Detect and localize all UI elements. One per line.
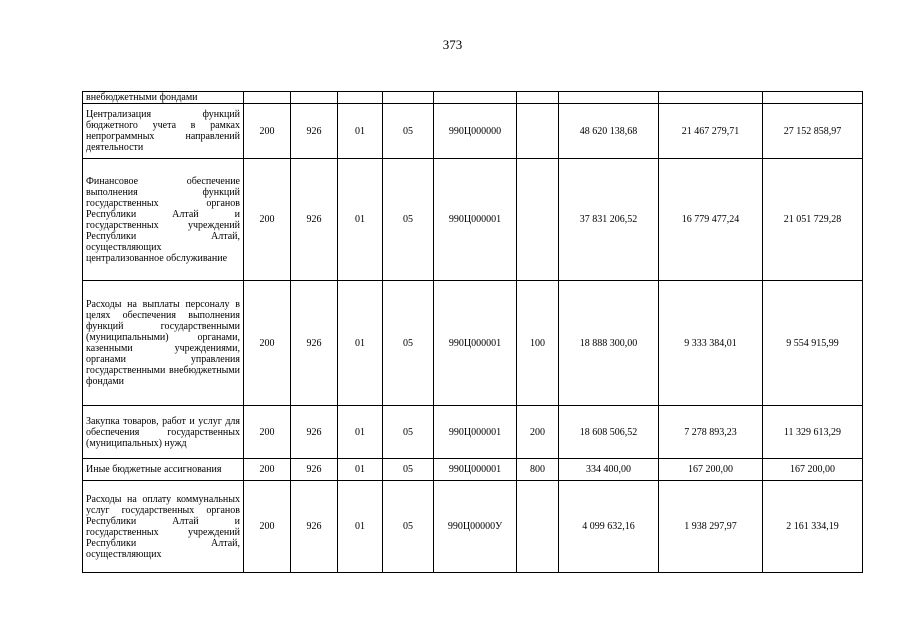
amount-3-cell: 9 554 915,99 — [763, 281, 863, 406]
section-code-cell: 01 — [338, 104, 383, 159]
empty-cell — [244, 92, 291, 104]
admin-code-cell: 200 — [244, 459, 291, 481]
expense-type-cell: 100 — [517, 281, 559, 406]
row-name-cell: Расходы на выплаты персоналу в целях обеспечения выполнения функций государственными (муниципальными) органами, казенными учреждениями, органами управления государственными внебюджетными фондами — [83, 281, 244, 406]
subsection-code-cell: 05 — [383, 481, 434, 573]
row-name-cell: Закупка товаров, работ и услуг для обеспечения государственных (муниципальных) нужд — [83, 406, 244, 459]
section-code-cell: 01 — [338, 159, 383, 281]
table-body — [83, 92, 863, 573]
row-name-cell: Финансовое обеспечение выполнения функций государственных органов Республики Алтай и государственных учреждений Республики Алтай, осуществляющих централизованное обслуживание — [83, 159, 244, 281]
amount-2-cell: 9 333 384,01 — [659, 281, 763, 406]
ministry-code-cell: 926 — [291, 406, 338, 459]
table-row — [83, 481, 863, 573]
section-code-cell: 01 — [338, 459, 383, 481]
amount-2-cell: 7 278 893,23 — [659, 406, 763, 459]
admin-code-cell: 200 — [244, 406, 291, 459]
amount-1-cell: 18 608 506,52 — [559, 406, 659, 459]
amount-1-cell: 4 099 632,16 — [559, 481, 659, 573]
ministry-code-cell: 926 — [291, 159, 338, 281]
subsection-code-cell: 05 — [383, 406, 434, 459]
table-row — [83, 406, 863, 459]
target-article-cell: 990Ц000000 — [434, 104, 517, 159]
empty-cell — [383, 92, 434, 104]
empty-cell — [559, 92, 659, 104]
row-name-cell: Централизация функций бюджетного учета в рамках непрограммных направлений деятельности — [83, 104, 244, 159]
target-article-cell: 990Ц000001 — [434, 281, 517, 406]
table-row — [83, 159, 863, 281]
row-name-cell: внебюджетными фондами — [83, 92, 244, 104]
target-article-cell: 990Ц000001 — [434, 459, 517, 481]
amount-2-cell: 167 200,00 — [659, 459, 763, 481]
empty-cell — [763, 92, 863, 104]
table-row — [83, 459, 863, 481]
ministry-code-cell: 926 — [291, 481, 338, 573]
subsection-code-cell: 05 — [383, 281, 434, 406]
ministry-code-cell: 926 — [291, 281, 338, 406]
target-article-cell: 990Ц00000У — [434, 481, 517, 573]
target-article-cell: 990Ц000001 — [434, 406, 517, 459]
subsection-code-cell: 05 — [383, 104, 434, 159]
expense-type-cell — [517, 159, 559, 281]
table-row — [83, 281, 863, 406]
ministry-code-cell: 926 — [291, 459, 338, 481]
amount-3-cell: 21 051 729,28 — [763, 159, 863, 281]
row-name-cell: Расходы на оплату коммунальных услуг государственных органов Республики Алтай и государственных учреждений Республики Алтай, осуществляющих — [83, 481, 244, 573]
expense-type-cell — [517, 481, 559, 573]
amount-2-cell: 16 779 477,24 — [659, 159, 763, 281]
empty-cell — [434, 92, 517, 104]
subsection-code-cell: 05 — [383, 159, 434, 281]
admin-code-cell: 200 — [244, 104, 291, 159]
amount-1-cell: 37 831 206,52 — [559, 159, 659, 281]
empty-cell — [291, 92, 338, 104]
ministry-code-cell: 926 — [291, 104, 338, 159]
amount-2-cell: 21 467 279,71 — [659, 104, 763, 159]
page-number: 373 — [442, 37, 463, 52]
expense-type-cell: 200 — [517, 406, 559, 459]
section-code-cell: 01 — [338, 406, 383, 459]
empty-cell — [338, 92, 383, 104]
row-name-cell: Иные бюджетные ассигнования — [83, 459, 244, 481]
section-code-cell: 01 — [338, 481, 383, 573]
admin-code-cell: 200 — [244, 281, 291, 406]
amount-2-cell: 1 938 297,97 — [659, 481, 763, 573]
amount-1-cell: 48 620 138,68 — [559, 104, 659, 159]
admin-code-cell: 200 — [244, 481, 291, 573]
subsection-code-cell: 05 — [383, 459, 434, 481]
continuation-row — [83, 92, 863, 104]
table-row — [83, 104, 863, 159]
admin-code-cell: 200 — [244, 159, 291, 281]
amount-1-cell: 334 400,00 — [559, 459, 659, 481]
amount-3-cell: 27 152 858,97 — [763, 104, 863, 159]
budget-table — [82, 91, 863, 573]
target-article-cell: 990Ц000001 — [434, 159, 517, 281]
expense-type-cell: 800 — [517, 459, 559, 481]
empty-cell — [517, 92, 559, 104]
amount-3-cell: 2 161 334,19 — [763, 481, 863, 573]
amount-3-cell: 11 329 613,29 — [763, 406, 863, 459]
section-code-cell: 01 — [338, 281, 383, 406]
expense-type-cell — [517, 104, 559, 159]
empty-cell — [659, 92, 763, 104]
amount-3-cell: 167 200,00 — [763, 459, 863, 481]
amount-1-cell: 18 888 300,00 — [559, 281, 659, 406]
